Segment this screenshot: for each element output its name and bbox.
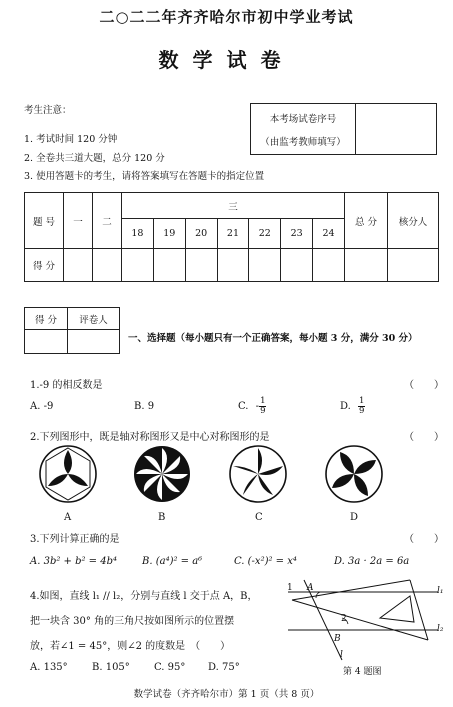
- header-part-three: 三: [122, 193, 345, 219]
- q1-option-d-label: D.: [340, 401, 351, 412]
- q4-stem-line3: 放，若∠1 = 45°，则∠2 的度数是 （ ）: [30, 641, 231, 652]
- q2-paren: （ ）: [404, 432, 444, 443]
- q4-option-d: D. 75°: [208, 662, 240, 673]
- q3-stem: 3.下列计算正确的是: [30, 534, 120, 545]
- q4-fig-line-l1: l₁: [437, 586, 444, 596]
- seat-number-box: [250, 103, 437, 155]
- q1-d-denominator: 9: [359, 406, 365, 416]
- q4-option-a: A. 135°: [30, 662, 68, 673]
- section-grader-box: [24, 307, 120, 354]
- score-table: [24, 192, 439, 282]
- header-q23: 23: [281, 219, 313, 249]
- q4-fig-angle-1: 1: [287, 583, 293, 593]
- score-cell-q19[interactable]: [153, 249, 185, 282]
- q2-stem: 2.下列图形中，既是轴对称图形又是中心对称图形的是: [30, 432, 270, 443]
- q1-stem: 1.-9 的相反数是: [30, 380, 103, 391]
- q4-fig-angle-2: 2: [341, 614, 347, 624]
- score-cell-q18[interactable]: [122, 249, 154, 282]
- q4-option-b: B. 105°: [92, 662, 130, 673]
- header-total: 总 分: [345, 193, 388, 249]
- q2-figure-c: [228, 444, 288, 504]
- grader-score-field[interactable]: [25, 330, 68, 354]
- header-part-two: 二: [93, 193, 122, 249]
- q1-option-a: A. -9: [30, 401, 54, 412]
- header-q22: 22: [249, 219, 281, 249]
- q3-option-d: D. 3a · 2a = 6a: [334, 556, 410, 567]
- q4-fig-point-b: B: [334, 634, 341, 644]
- seat-label-line1: 本考场试卷序号: [269, 114, 337, 125]
- q3-option-a: A. 3b² + b² = 4b⁴: [30, 556, 118, 567]
- q1-option-d-fraction: [358, 397, 365, 416]
- header-q20: 20: [185, 219, 217, 249]
- notice-item-3: 3. 使用答题卡的考生，请将答案填写在答题卡的指定位置: [24, 171, 265, 182]
- q2-label-d: D: [350, 512, 359, 523]
- q3-option-b: B. (a⁴)² = a⁶: [142, 556, 203, 567]
- score-cell-q23[interactable]: [281, 249, 313, 282]
- score-cell-checker[interactable]: [388, 249, 439, 282]
- q2-figure-d: [324, 444, 384, 504]
- grader-name-label: 评卷人: [68, 308, 120, 330]
- header-checker: 核分人: [388, 193, 439, 249]
- header-q19: 19: [153, 219, 185, 249]
- score-cell-q20[interactable]: [185, 249, 217, 282]
- q1-c-numerator: 1: [260, 396, 266, 406]
- exam-title: 二○二二年齐齐哈尔市初中学业考试: [99, 8, 354, 26]
- header-question-no: 题 号: [25, 193, 64, 249]
- q1-option-c-sign: -: [255, 401, 260, 412]
- grader-name-field[interactable]: [68, 330, 120, 354]
- q3-option-c: C. (-x²)² = x⁴: [234, 556, 297, 567]
- q3-paren: （ ）: [404, 534, 444, 545]
- notice-item-1: 1. 考试时间 120 分钟: [24, 134, 118, 145]
- paper-title: 数学试卷: [158, 48, 295, 72]
- section-one-heading: 一、选择题（每小题只有一个正确答案，每小题 3 分，满分 30 分）: [128, 333, 418, 344]
- score-cell-two[interactable]: [93, 249, 122, 282]
- q1-option-c: [238, 397, 266, 416]
- seat-number-field[interactable]: [356, 104, 436, 154]
- q2-figure-a: [38, 444, 98, 504]
- q1-option-c-fraction: [259, 397, 266, 416]
- header-q21: 21: [217, 219, 249, 249]
- seat-label-line2: （由监考教师填写）: [260, 137, 346, 148]
- score-row-label: 得 分: [25, 249, 64, 282]
- q4-figure-caption: 第 4 题图: [343, 667, 382, 677]
- score-cell-q22[interactable]: [249, 249, 281, 282]
- q1-d-numerator: 1: [359, 396, 365, 406]
- header-part-one: 一: [64, 193, 93, 249]
- q4-stem-line2: 把一块含 30° 角的三角尺按如图所示的位置摆: [30, 616, 235, 627]
- q1-paren: （ ）: [404, 380, 444, 391]
- q4-fig-line-l2: l₂: [437, 624, 444, 634]
- notice-item-2: 2. 全卷共三道大题，总分 120 分: [24, 153, 165, 164]
- q1-option-c-label: C.: [238, 401, 249, 412]
- q4-fig-line-l: l: [340, 650, 343, 660]
- score-cell-one[interactable]: [64, 249, 93, 282]
- page-footer: 数学试卷（齐齐哈尔市）第 1 页（共 8 页）: [133, 689, 320, 700]
- q2-label-c: C: [255, 512, 263, 523]
- q2-figure-b: [132, 444, 192, 504]
- q1-option-d: [340, 397, 365, 416]
- seat-label-cell: [251, 104, 356, 154]
- notice-heading: 考生注意：: [24, 105, 72, 116]
- q4-option-c: C. 95°: [154, 662, 186, 673]
- q4-stem-line1: 4.如图，直线 l₁ // l₂，分别与直线 l 交于点 A，B，: [30, 591, 258, 602]
- q2-label-a: A: [64, 512, 72, 523]
- score-cell-q24[interactable]: [313, 249, 345, 282]
- q1-option-b: B. 9: [134, 401, 155, 412]
- score-cell-total[interactable]: [345, 249, 388, 282]
- q4-fig-point-a: A: [307, 583, 314, 593]
- header-q24: 24: [313, 219, 345, 249]
- score-cell-q21[interactable]: [217, 249, 249, 282]
- q1-c-denominator: 9: [260, 406, 266, 416]
- grader-score-label: 得 分: [25, 308, 68, 330]
- q2-label-b: B: [158, 512, 166, 523]
- header-q18: 18: [122, 219, 154, 249]
